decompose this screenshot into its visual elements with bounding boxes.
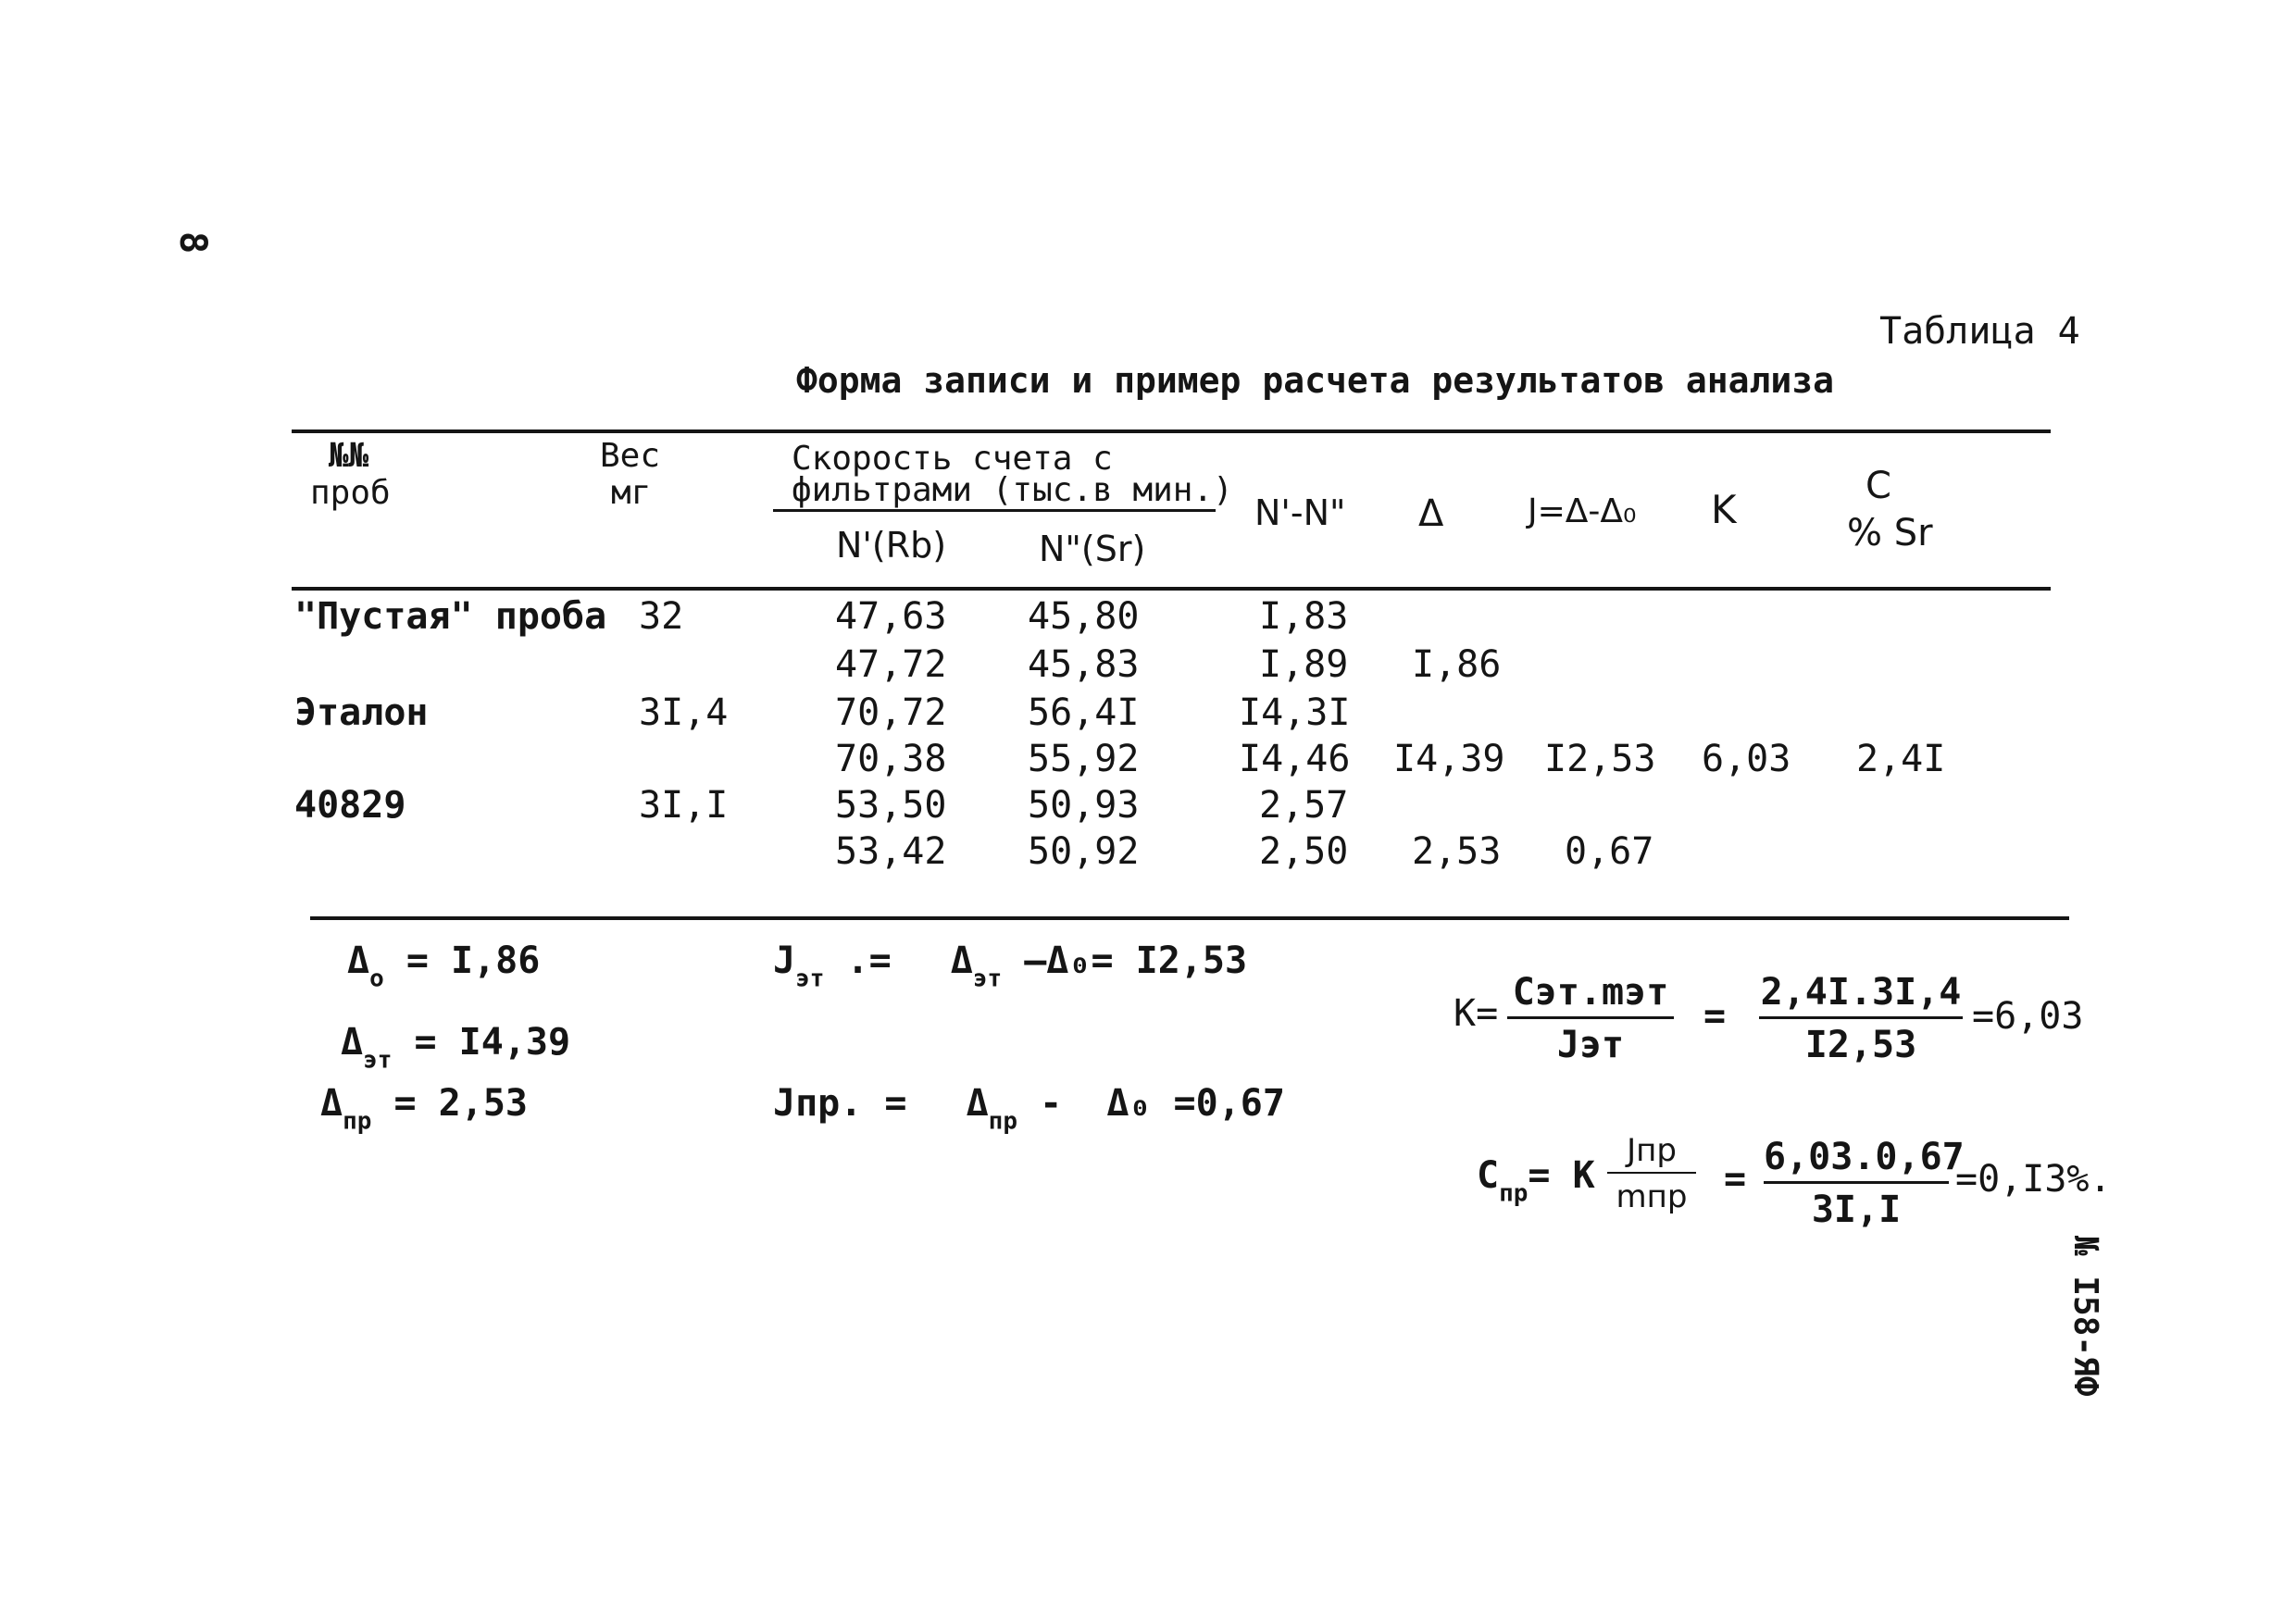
formula-k-lhs: K=: [1454, 992, 1499, 1035]
formula-c-result: =0,I3%.: [1955, 1158, 2112, 1201]
formula-delta-sub: o: [369, 965, 384, 993]
formula-delta-symbol: Δ: [966, 1082, 989, 1125]
cell-weight: 32: [639, 595, 684, 638]
cell-diff: I4,46: [1239, 738, 1351, 780]
formula-delta-pr: [320, 1082, 528, 1136]
formula-j-sub: эт: [795, 965, 825, 993]
cell-n1: 47,72: [835, 643, 947, 686]
header-k: K: [1711, 487, 1737, 532]
cell-diff: I,89: [1259, 643, 1349, 686]
header-sample-1: №№: [329, 437, 369, 475]
formula-j-rest: —Δ₀= I2,53: [1002, 940, 1248, 982]
header-weight-2: мг: [611, 474, 652, 512]
table-header-rule: [292, 587, 2051, 591]
header-j: J=Δ-Δ₀: [1528, 492, 1637, 530]
formula-delta-symbol: Δ: [341, 1021, 364, 1064]
formula-k-numerator-values: 2,4I.3I,4: [1760, 971, 1962, 1014]
fraction-bar: [1507, 1016, 1674, 1019]
formula-k-denominator: Jэт: [1556, 1024, 1625, 1066]
header-weight-1: Вес: [600, 437, 661, 475]
cell-n2: 50,93: [1028, 784, 1140, 827]
cell-n2: 55,92: [1028, 738, 1140, 780]
header-c-1: C: [1866, 465, 1891, 507]
cell-n1: 53,42: [835, 830, 947, 873]
formula-c-lhs: [1477, 1154, 1595, 1208]
cell-n1: 47,63: [835, 595, 947, 638]
header-sample-2: проб: [310, 474, 391, 512]
formula-c-denominator: mпр: [1616, 1178, 1688, 1215]
speed-header-rule: [773, 509, 1216, 512]
cell-sample: "Пустая" проба: [294, 595, 607, 638]
formula-delta-et: [341, 1021, 571, 1075]
cell-c: 2,4I: [1856, 738, 1946, 780]
formula-delta-sub: пр: [343, 1107, 372, 1136]
table-top-rule: [292, 429, 2051, 433]
formula-k-result: =6,03: [1972, 995, 2084, 1038]
formula-j-pr: [773, 1082, 1285, 1136]
fraction-bar: [1759, 1016, 1963, 1019]
cell-n2: 45,83: [1028, 643, 1140, 686]
formula-k-numerator: Cэт.mэт: [1512, 971, 1669, 1014]
formula-c-denominator-values: 3I,I: [1811, 1189, 1902, 1231]
page-number: 8: [171, 231, 214, 255]
formula-j-et: [773, 940, 1248, 993]
formula-c-eq2: =: [1724, 1158, 1747, 1201]
header-speed-2: фильтрами (тыс.в мин.): [792, 471, 1233, 509]
cell-diff: 2,50: [1259, 830, 1349, 873]
cell-diff: I4,3I: [1239, 691, 1351, 734]
formula-delta-rest: = 2,53: [371, 1082, 528, 1125]
header-c-2: % Sr: [1847, 512, 1933, 554]
formula-delta-symbol: Δ: [950, 940, 973, 982]
cell-delta: I4,39: [1393, 738, 1505, 780]
formula-c-numerator-values: 6,03.0,67: [1764, 1136, 1965, 1178]
cell-sample: Эталон: [294, 691, 429, 734]
formula-j-symbol: J: [773, 940, 796, 982]
formula-c-numerator: Jпр: [1627, 1132, 1677, 1169]
header-n1: N'(Rb): [836, 525, 947, 566]
cell-n2: 45,80: [1028, 595, 1140, 638]
formula-c-fraction-values: [1764, 1136, 1965, 1231]
formula-k-fraction: [1507, 971, 1674, 1066]
formula-j-eq: =: [862, 1082, 930, 1125]
formula-delta-sub: эт: [972, 965, 1003, 993]
formula-delta-sub: эт: [363, 1046, 393, 1075]
side-document-code: № I58-ЯФ: [2066, 1236, 2104, 1397]
cell-diff: I,83: [1259, 595, 1349, 638]
cell-n2: 50,92: [1028, 830, 1140, 873]
header-delta: Δ: [1418, 492, 1444, 535]
formula-j-rest: - Δ₀ =0,67: [1017, 1082, 1285, 1125]
cell-n2: 56,4I: [1028, 691, 1140, 734]
formula-k-eq: =: [1703, 995, 1727, 1038]
cell-k: 6,03: [1702, 738, 1791, 780]
formula-delta-rest: = I4,39: [392, 1021, 571, 1064]
table-bottom-rule: [310, 916, 2069, 920]
cell-n1: 70,38: [835, 738, 947, 780]
cell-weight: 3I,I: [639, 784, 729, 827]
header-n2: N"(Sr): [1039, 529, 1146, 569]
cell-diff: 2,57: [1259, 784, 1349, 827]
cell-n1: 53,50: [835, 784, 947, 827]
cell-delta: I,86: [1412, 643, 1502, 686]
cell-j: 0,67: [1565, 830, 1654, 873]
formula-delta-0: [347, 940, 541, 993]
formula-delta-rest: = I,86: [383, 940, 541, 982]
cell-delta: 2,53: [1412, 830, 1502, 873]
table-title: Форма записи и пример расчета результатов анализа: [796, 360, 1835, 401]
table-label: Таблица 4: [1879, 310, 2080, 353]
formula-j-symbol: Jпр.: [773, 1082, 863, 1125]
fraction-bar: [1607, 1172, 1696, 1174]
cell-n1: 70,72: [835, 691, 947, 734]
formula-j-eq: .=: [824, 940, 914, 982]
formula-k-denominator-values: I2,53: [1804, 1024, 1917, 1066]
formula-delta-symbol: Δ: [320, 1082, 343, 1125]
cell-sample: 40829: [294, 784, 406, 827]
cell-weight: 3I,4: [639, 691, 729, 734]
formula-c-fraction: [1607, 1132, 1696, 1215]
formula-c-sub: пр: [1499, 1179, 1529, 1208]
formula-delta-symbol: Δ: [347, 940, 370, 982]
formula-c-symbol: C: [1477, 1154, 1500, 1197]
formula-delta-sub: пр: [988, 1107, 1017, 1136]
formula-k-fraction-values: [1759, 971, 1963, 1066]
header-speed-1: Скорость счета с: [792, 440, 1113, 478]
header-diff: N'-N": [1254, 492, 1346, 533]
fraction-bar: [1764, 1181, 1949, 1184]
cell-j: I2,53: [1544, 738, 1656, 780]
formula-c-eq: = K: [1528, 1154, 1595, 1197]
